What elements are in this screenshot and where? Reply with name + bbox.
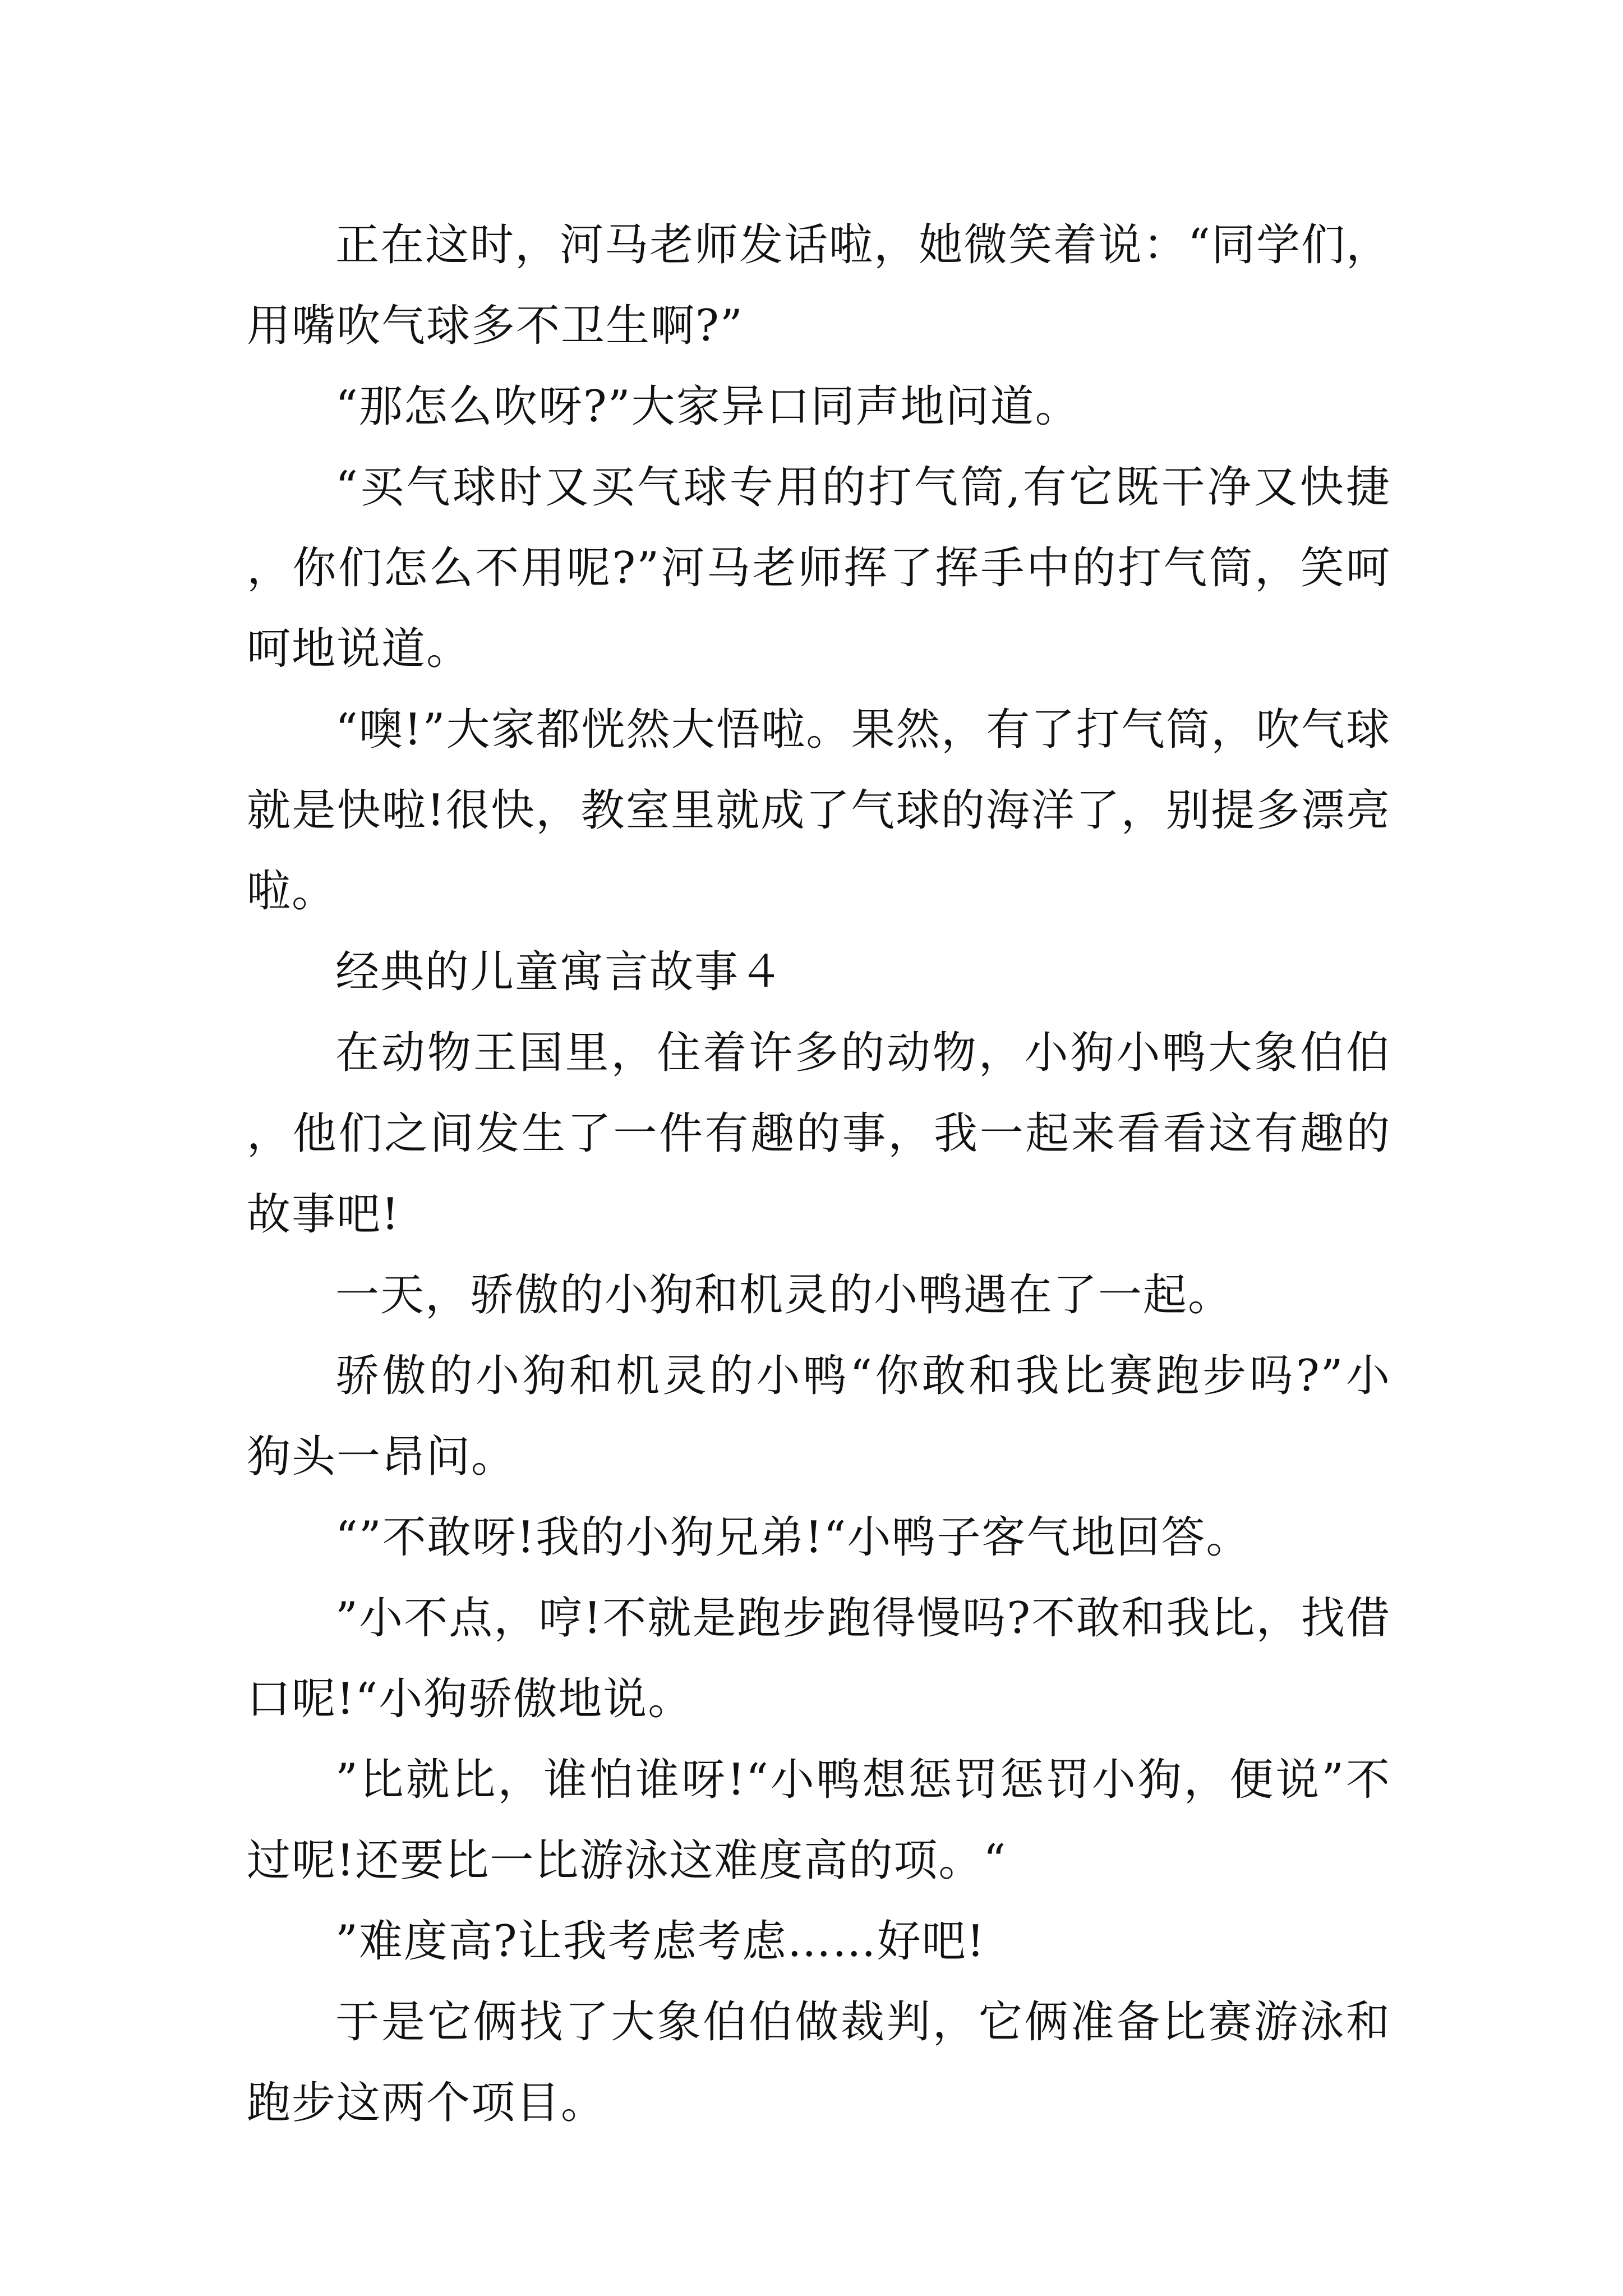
paragraph-6: 一天，骄傲的小狗和机灵的小鸭遇在了一起。 bbox=[335, 1270, 1233, 1320]
paragraph-8: “”不敢呀!我的小狗兄弟!“小鸭子客气地回答。 bbox=[335, 1512, 1251, 1563]
paragraph-1: 正在这时，河马老师发话啦，她微笑着说：“同学们，用嘴吹气球多不卫生啊?” bbox=[247, 220, 1391, 351]
paragraph-2: “那怎么吹呀?”大家异口同声地问道。 bbox=[335, 381, 1080, 432]
paragraph-9: ”小不点，哼!不就是跑步跑得慢吗?不敢和我比，找借口呢!“小狗骄傲地说。 bbox=[247, 1593, 1391, 1724]
paragraph-3: “买气球时又买气球专用的打气筒,有它既干净又快捷，你们怎么不用呢?”河马老师挥了挥手中的打气筒，笑呵呵地说道。 bbox=[247, 462, 1391, 674]
document-body bbox=[247, 205, 1391, 2143]
paragraph-12: 于是它俩找了大象伯伯做裁判，它俩准备比赛游泳和跑步这两个项目。 bbox=[247, 1997, 1391, 2128]
paragraph-10: ”比就比，谁怕谁呀!“小鸭想惩罚惩罚小狗，便说”不过呢!还要比一比游泳这难度高的项。“ bbox=[247, 1755, 1391, 1886]
paragraph-7: 骄傲的小狗和机灵的小鸭“你敢和我比赛跑步吗?”小狗头一昂问。 bbox=[247, 1351, 1391, 1482]
paragraph-5: 在动物王国里，住着许多的动物，小狗小鸭大象伯伯，他们之间发生了一件有趣的事，我一起来看看这有趣的故事吧! bbox=[247, 1028, 1391, 1240]
section-heading: 经典的儿童寓言故事４ bbox=[335, 947, 785, 997]
paragraph-4: “噢!”大家都恍然大悟啦。果然，有了打气筒，吹气球就是快啦!很快，教室里就成了气球的海洋了，别提多漂亮啦。 bbox=[247, 705, 1391, 917]
paragraph-11: ”难度高?让我考虑考虑……好吧! bbox=[335, 1916, 986, 1967]
